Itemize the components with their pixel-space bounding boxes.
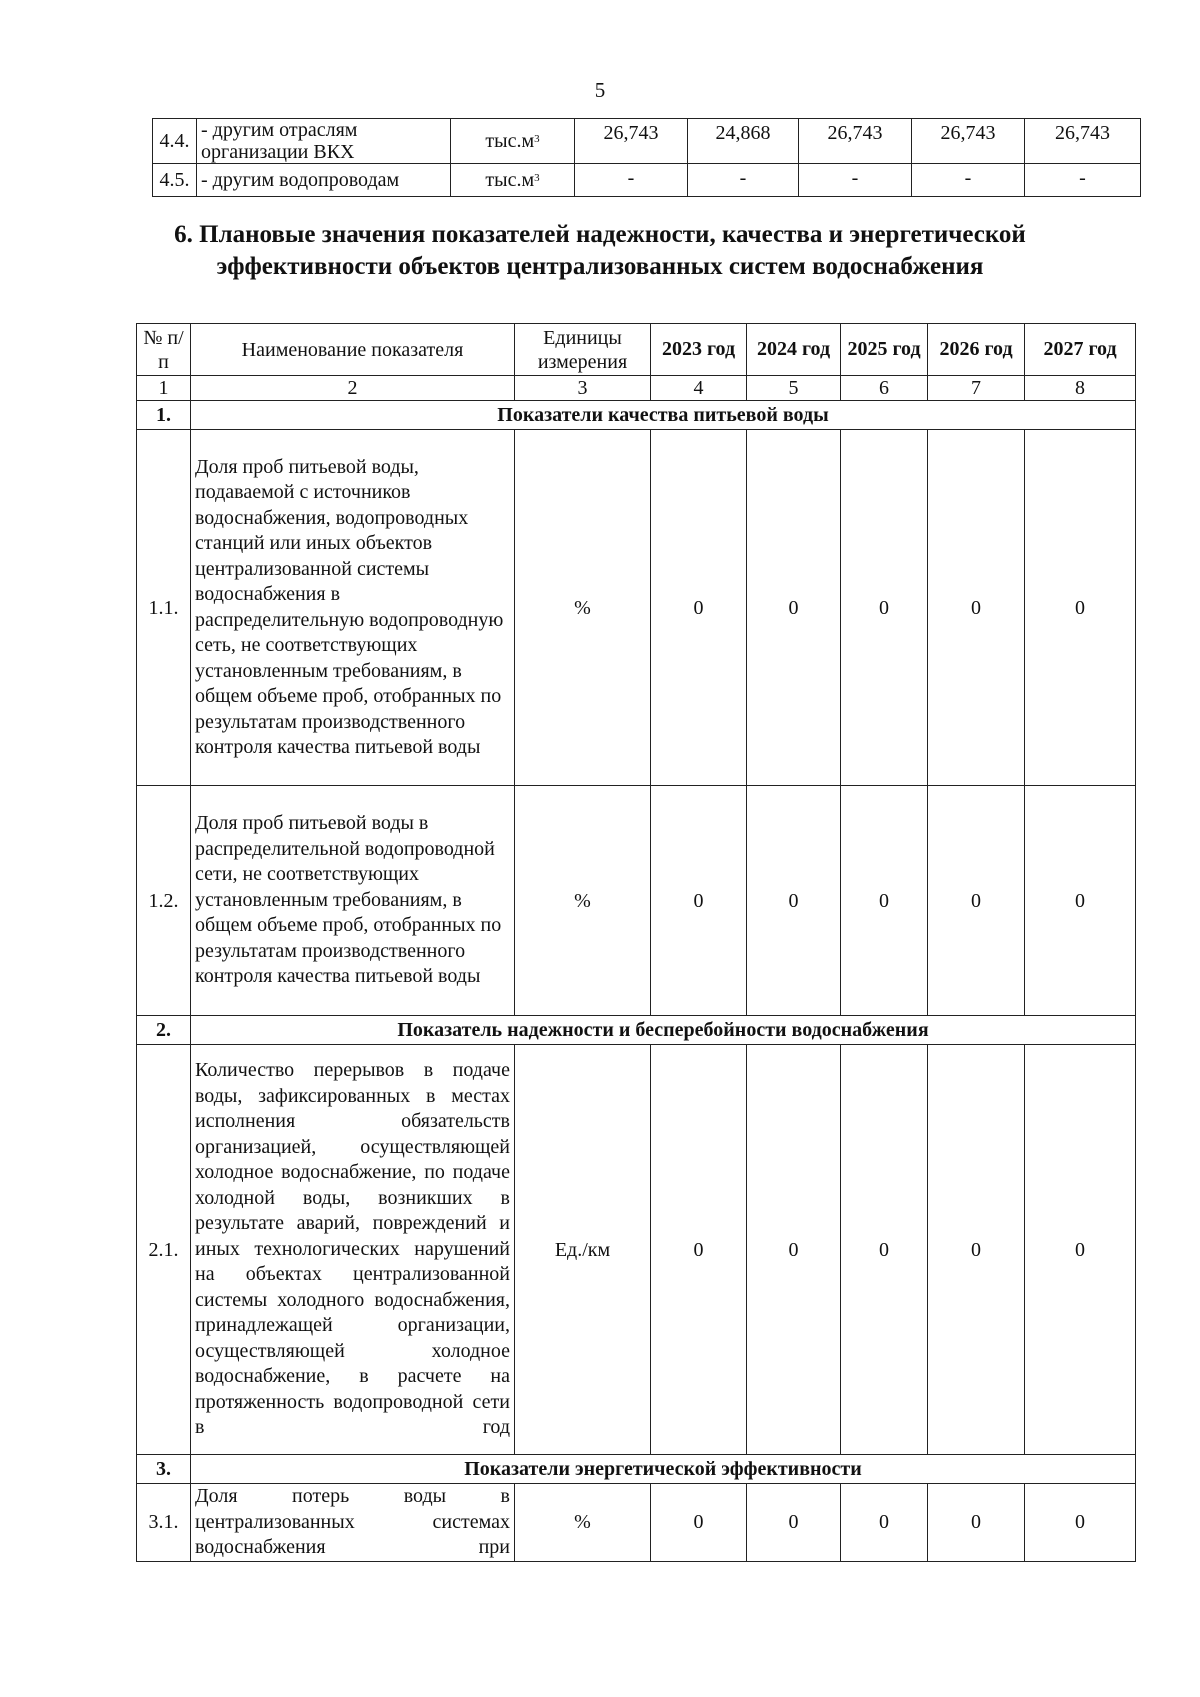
section-number: 2.	[137, 1016, 191, 1045]
column-index: 2	[191, 376, 515, 401]
value-cell: 0	[841, 1484, 928, 1562]
row-name: Доля проб питьевой воды, подаваемой с источников водоснабжения, водопроводных станций или иных объектов централизованной системы водоснабжения в распределительную водопроводную сеть, не соответствующих установленным требованиям, в общем объеме проб, отобранных по результатам производственного контроля качества питьевой воды	[191, 430, 515, 786]
value-cell: 0	[841, 430, 928, 786]
section-number: 1.	[137, 401, 191, 430]
value-cell: 0	[928, 1484, 1025, 1562]
table-row	[137, 1045, 1136, 1455]
value-cell: 0	[928, 786, 1025, 1016]
table-row	[137, 430, 1136, 786]
column-index: 4	[651, 376, 747, 401]
value-cell: 0	[651, 786, 747, 1016]
column-index: 3	[515, 376, 651, 401]
section-title: Показатель надежности и бесперебойности водоснабжения	[191, 1016, 1136, 1045]
value-cell: 24,868	[688, 119, 799, 164]
value-cell: 26,743	[912, 119, 1025, 164]
row-name: Доля проб питьевой воды в распределительной водопроводной сети, не соответствующих установленным требованиям, в общем объеме проб, отобранных по результатам производственного контроля качества питьевой воды	[191, 786, 515, 1016]
value-cell: -	[799, 164, 912, 197]
indicators-table	[136, 323, 1136, 1562]
table-row	[137, 1484, 1136, 1562]
value-cell: 0	[1025, 1045, 1136, 1455]
row-unit: Ед./км	[515, 1045, 651, 1455]
header-name: Наименование показателя	[191, 324, 515, 376]
header-year: 2024 год	[747, 324, 841, 376]
column-index: 1	[137, 376, 191, 401]
page-number: 5	[594, 78, 606, 102]
section-row	[137, 1455, 1136, 1484]
header-unit: Единицы измерения	[515, 324, 651, 376]
value-cell: 0	[1025, 430, 1136, 786]
value-cell: 0	[1025, 786, 1136, 1016]
section-title: Показатели энергетической эффективности	[191, 1455, 1136, 1484]
value-cell: 0	[747, 430, 841, 786]
row-number: 1.1.	[137, 430, 191, 786]
row-unit: %	[515, 786, 651, 1016]
header-num: № п/п	[137, 324, 191, 376]
value-cell: 0	[928, 1045, 1025, 1455]
value-cell: 26,743	[1025, 119, 1141, 164]
value-cell: 0	[651, 1484, 747, 1562]
row-name: Количество перерывов в подаче воды, зафиксированных в местах исполнения обязательств организацией, осуществляющей холодное водоснабжение, по подаче холодной воды, возникших в результате аварий, повреждений и иных технологических нарушений на объектах централизованной системы холодного водоснабжения, принадлежащей организации, осуществляющей холодное водоснабжение, в расчете на протяженность водопроводной сети в год	[191, 1045, 515, 1455]
value-cell: 26,743	[799, 119, 912, 164]
column-index: 7	[928, 376, 1025, 401]
continuation-table	[152, 118, 1141, 197]
table-row	[153, 119, 1141, 164]
header-year: 2026 год	[928, 324, 1025, 376]
value-cell: 0	[928, 430, 1025, 786]
table-row	[153, 164, 1141, 197]
value-cell: -	[1025, 164, 1141, 197]
value-cell: 0	[747, 1484, 841, 1562]
table-row	[137, 786, 1136, 1016]
row-number: 2.1.	[137, 1045, 191, 1455]
value-cell: -	[912, 164, 1025, 197]
value-cell: 0	[841, 786, 928, 1016]
row-unit: %	[515, 430, 651, 786]
row-number: 3.1.	[137, 1484, 191, 1562]
section-number: 3.	[137, 1455, 191, 1484]
header-row	[137, 324, 1136, 376]
row-name: Доля потерь воды в централизованных системах водоснабжения при	[191, 1484, 515, 1562]
section-title: Показатели качества питьевой воды	[191, 401, 1136, 430]
value-cell: 0	[651, 1045, 747, 1455]
section-row	[137, 1016, 1136, 1045]
row-number: 4.5.	[153, 164, 197, 197]
section-row	[137, 401, 1136, 430]
row-unit: $тыс.м^3$	[451, 164, 575, 197]
header-year: 2025 год	[841, 324, 928, 376]
row-number: 1.2.	[137, 786, 191, 1016]
value-cell: 0	[1025, 1484, 1136, 1562]
value-cell: 0	[651, 430, 747, 786]
row-name: - другим отраслям организации ВКХ	[197, 119, 451, 164]
header-year: 2027 год	[1025, 324, 1136, 376]
value-cell: 26,743	[575, 119, 688, 164]
row-unit: $тыс.м^3$	[451, 119, 575, 164]
row-unit: %	[515, 1484, 651, 1562]
value-cell: 0	[747, 786, 841, 1016]
column-index-row	[137, 376, 1136, 401]
row-number: 4.4.	[153, 119, 197, 164]
column-index: 8	[1025, 376, 1136, 401]
header-year: 2023 год	[651, 324, 747, 376]
row-name: - другим водопроводам	[197, 164, 451, 197]
column-index: 5	[747, 376, 841, 401]
column-index: 6	[841, 376, 928, 401]
section-heading: 6. Плановые значения показателей надежности, качества и энергетической эффективности объектов централизованных систем водоснабжения	[174, 221, 1026, 280]
value-cell: 0	[841, 1045, 928, 1455]
value-cell: 0	[747, 1045, 841, 1455]
value-cell: -	[688, 164, 799, 197]
value-cell: -	[575, 164, 688, 197]
